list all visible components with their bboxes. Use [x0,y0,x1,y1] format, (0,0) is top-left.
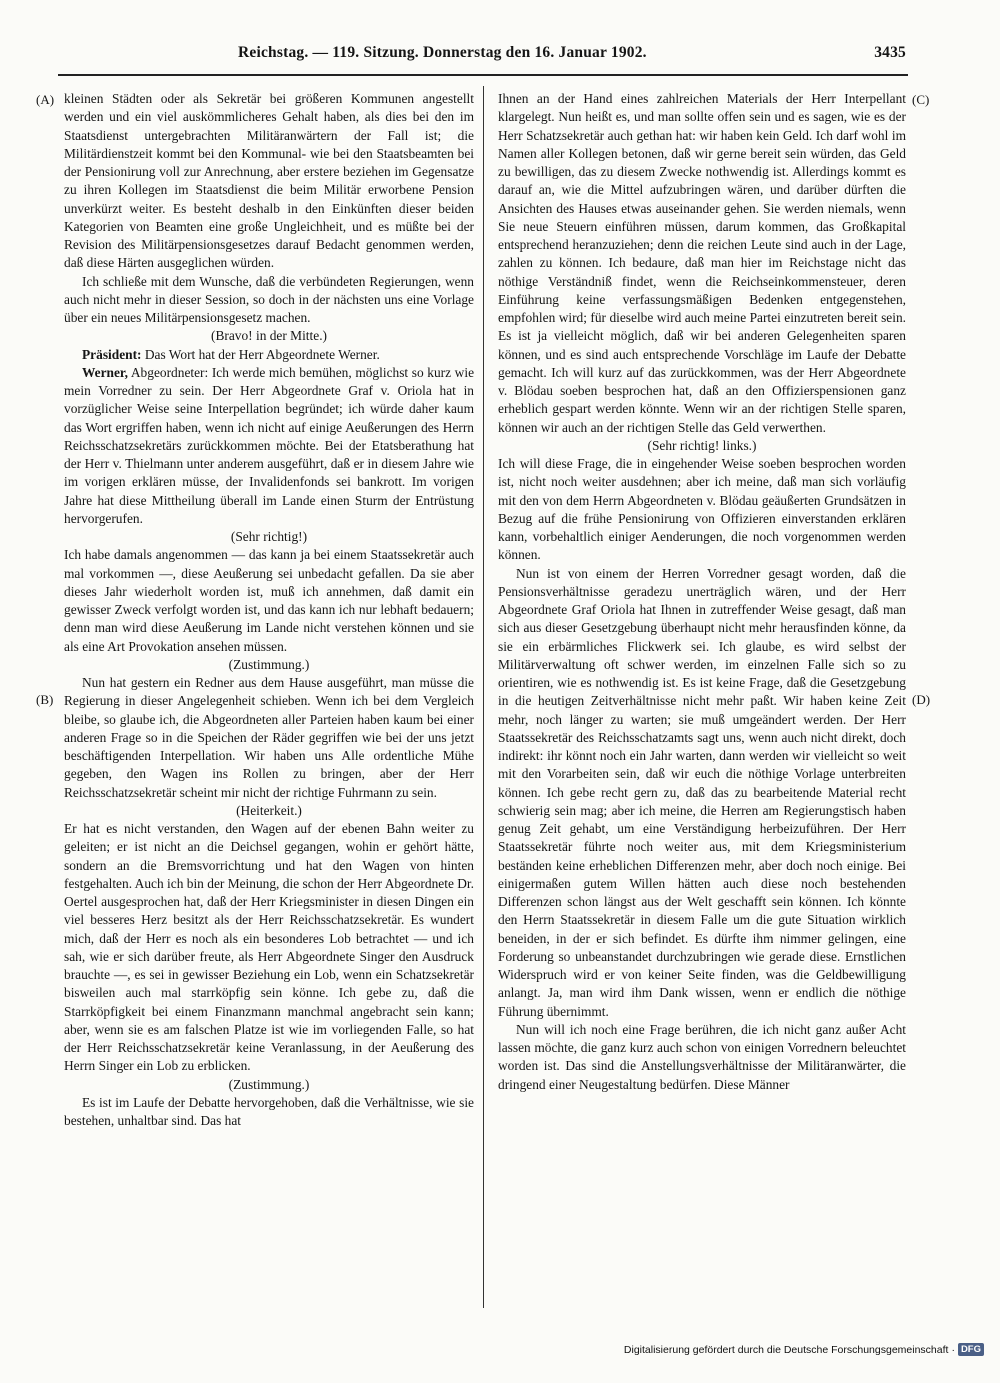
running-title: Reichstag. — 119. Sitzung. Donnerstag den 16. Januar 1902. [238,44,647,61]
paragraph-text: Ihnen an der Hand eines zahlreichen Materials der Herr Interpellant klargelegt. Nun heißt es, und man sollte offen sein und es sagen, wie es der Herr Schatzsekretär auch gethan hat: wir haben kein Geld. Ich darf wohl im Namen aller Kollegen betonen, daß wir gerne bereit sein würden, das Geld zu bewilligen, das zu diesem Zwecke nothwendig ist. Allerdings kommt es darauf an, wie die Mittel aufzubringen wären, und darüber dürften die Ansichten des Hauses etwas auseinander gehen. Sie werden niemals, wenn Sie neue Steuern einführen müssen, darum kommen, das Großkapital entsprechend heranzuziehen; denn die reichen Leute sind auch in der Lage, zahlen zu können. Ich bedaure, daß man hier im Reichstage nicht das nöthige Verständniß findet, wenn die Reichseinkommensteuer, deren Einführung keine verfassungsmäßigen Bedenken entgegenstehen, empfohlen wird; für dieselbe wird auch meine Partei einzutreten bereit sein. Es ist ja vielleicht möglich, daß wir bei anderen Gelegenheiten sparen können, und es sind auch entsprechende Vorschläge im Laufe der Debatte gemacht. Ich will kurz auf das zurückkommen, was der Herr Abgeordnete v. Blödau soeben besprochen hat, daß an den Offizierspensionen ganz erheblich gespart werden könnte. Wenn wir an der richtigen Stelle sparen, können wir auch an der richtigen Stelle das Geld verwerthen. [498,91,906,435]
paragraph-text: Ich will diese Frage, die in eingehender Weise soeben besprochen worden ist, nicht noch weiter ausdehnen; aber ich meine, daß man sich vorläufig mit den von dem Herrn Abgeordneten v. Blödau geäußerten Grundsätzen in Bezug auf die frühe Pensionirung von Offizieren einverstanden erklären kann, vorbehaltlich einiger Aenderungen, die noch vorgenommen werden können. [498,456,906,563]
margin-marker-c: (C) [912,92,930,107]
paragraph [64,546,474,656]
paragraph [64,346,474,364]
paragraph-text: (Bravo! in der Mitte.) [210,328,328,344]
paragraph [498,565,906,1021]
paragraph [64,1094,474,1131]
speaker-name: Werner, [82,364,128,380]
paragraph-text: Abgeordneter: Ich werde mich bemühen, möglichst so kurz wie mein Vorredner zu sein. Der Herr Abgeordnete Graf v. Oriola hat in vorzüglicher Weise seine Interpellation begründet; ich würde daher kaum das Wort ergriffen haben, wenn ich nicht auf einige Aeußerungen des Herrn Reichsschatzsekretärs zurückkommen möchte. Bei der Etatsberathung hat der Herr v. Thielmann unter anderem ausgeführt, daß er in diesem Jahre wie im vorigen erklären müsse, der Invalidenfonds sei bankrott. Im vorigen Jahre hat diese Mittheilung überall im Lande einen Sturm der Entrüstung hervorgerufen. [64,364,475,526]
interjection [64,802,474,820]
paragraph-text: (Zustimmung.) [228,1076,310,1092]
footer: Digitalisierung gefördert durch die Deutsche Forschungsgemeinschaft · DFG [624,1343,984,1356]
interjection [64,656,474,674]
page-header [238,44,906,62]
paragraph-text: Nun ist von einem der Herren Vorredner gesagt worden, daß die Pensionsverhältnisse geradezu unerträglich wären, und der Herr Abgeordnete Graf Oriola hat Ihnen in zutreffender Weise gesagt, daß man sich aus dieser Gesetzgebung überhaupt nicht mehr herausfinden könne, da sie ein erbärmliches Flickwerk sei. Ich glaube, es wird selbst der Militärverwaltung oft schwer werden, im einzelnen Falle sich so zu orientiren, wie es nothwendig ist. Es ist keine Frage, daß die Gesetzgebung in die heutigen Zeitverhältnisse nicht mehr paßt. Wir haben keine Zeit mehr, noch länger zu warten; sie muß umgeändert werden. Der Herr Staatssekretär des Reichsschatzamts sagt uns, wenn auch nicht direkt, doch indirekt: ihr könnt noch ein Jahr warten, dann werden wir vielleicht so weit mit den Vorarbeiten sein, daß wir euch die nöthige Vorlage unterbreiten können. Ich gebe recht gern zu, daß das zu bearbeitende Material recht schwierig sein mag; aber ich meine, die Herren am Regierungstisch haben genug Zeit gehabt, um eine Verständigung herbeizuführen. Der Herr Staatssekretär führte noch weiter aus, mit dem Kriegsministerium beständen keine erheblichen Differenzen mehr, aber doch noch einige. Bei einigermaßen gutem Willen hätten auch diese noch bestehenden Differenzen schon längst aus der Welt geschafft sein können. Ich könnte den Herrn Staatssekretär in diesem Falle um die gute Situation wirklich beneiden, in der er sich befindet. Es dürfte ihm nimmer gelingen, eine Forderung so unbeanstandet durchzubringen wie gerade diese. Ernstlichen Widerspruch wird er von keiner Seite finden, was die Geldbewilligung anlangt. Ja, man wird ihm Dank wissen, wenn er endlich die nöthige Führung übernimmt. [498,565,906,1019]
paragraph-text: Er hat es nicht verstanden, den Wagen auf der ebenen Bahn weiter zu geleiten; er ist nicht an die Deichsel gegangen, wohin er gehört hätte, sondern an die Bremsvorrichtung und hat den Wagen von hinten festgehalten. Auch ich bin der Meinung, die schon der Herr Abgeordnete Dr. Oertel ausgesprochen hat, daß der Herr Kriegsminister in diesen Dingen ein viel besseres Herz besitzt als der Herr Reichsschatzsekretär. Es wundert mich, daß der Herr es noch als ein besonderes Lob betrachtet — und ich sah, wie er sich darüber freute, als Herr Abgeordnete Singer den Ausdruck brauchte —, es sei in gewisser Beziehung ein Lob, wenn ein Schatzsekretär bisweilen auch mal starrköpfig sein könne. Ich gebe zu, daß die Starrköpfigkeit bei einem Finanzmann manchmal angebracht sein kann; aber, wenn sie es am falschen Platze ist wie im vorliegenden Falle, so hat der Herr Reichsschatzsekretär keine Veranlassung, in der Aeußerung des Herrn Singer ein Lob zu erblicken. [64,821,474,1074]
footer-credit: Digitalisierung gefördert durch die Deutsche Forschungsgemeinschaft [623,1343,949,1356]
page-number: 3435 [874,44,906,61]
paragraph [64,273,474,328]
paragraph-text: kleinen Städten oder als Sekretär bei größeren Kommunen angestellt werden und ein viel auskömmlicheres Gehalt haben, als dies bei den im Staatsdienst untergebrachten Militäranwärtern der Fall ist; die Militärdienstzeit kommt bei den Kommunal- wie bei den Staatsbeamten bei der Pensionirung voll zur Anrechnung, aber erstere beziehen im Gegensatze zu ihren Kollegen im Staatsdienst die beim Militär erworbene Pension unverkürzt weiter. Es besteht deshalb in den Einkünften dieser beiden Kategorien von Beamten eine große Ungleichheit, und es müßte bei der Revision des Militärpensionsgesetzes darauf Bedacht genommen werden, daß diese Härten ausgeglichen würden. [64,91,474,271]
dfg-logo: DFG [958,1343,984,1356]
paragraph [498,90,906,437]
interjection [498,437,906,455]
column-divider [483,86,484,1308]
margin-marker-d: (D) [912,692,931,707]
paragraph [64,90,474,273]
paragraph-text: (Zustimmung.) [228,656,310,672]
paragraph [64,674,474,802]
paragraph-text: Nun will ich noch eine Frage berühren, die ich nicht ganz außer Acht lassen möchte, die ganz kurz auch schon von einigen Vorrednern beleuchtet worden ist. Das sind die Anstellungsverhältnisse der Militäranwärter, die dringend einer Neugestaltung bedürfen. Diese Männer [498,1021,906,1092]
margin-marker-b: (B) [36,692,54,707]
margin-marker-a: (A) [36,92,55,107]
paragraph-text: Es ist im Laufe der Debatte hervorgehoben, daß die Verhältnisse, wie sie bestehen, unhaltbar sind. Das hat [64,1094,474,1128]
interjection [64,327,474,345]
interjection [64,1076,474,1094]
paragraph-text: Ich habe damals angenommen — das kann ja bei einem Staatssekretär auch mal vorkommen —, diese Aeußerung sei unbedacht gefallen. Da sie aber dieses Jahr wiederholt worden ist, muß ich annehmen, daß damit ein gewisser Zweck verfolgt worden ist, und das kann ich nur lebhaft bedauern; denn man wird diese Aeußerung im Lande nicht verstehen können und sie als eine Art Provokation ansehen müssen. [64,547,474,654]
paragraph-text: (Heiterkeit.) [236,802,302,818]
header-rule [58,74,908,76]
paragraph [64,364,474,528]
right-column [498,90,906,1094]
paragraph [64,820,474,1076]
paragraph-text: Ich schließe mit dem Wunsche, daß die verbündeten Regierungen, wenn auch nicht mehr in dieser Session, so doch in der nächsten uns eine Vorlage über ein neues Militärpensionsgesetz machen. [64,273,474,325]
paragraph-text: (Sehr richtig!) [230,529,308,544]
left-column [64,90,474,1130]
paragraph-text: Nun hat gestern ein Redner aus dem Hause ausgeführt, man müsse die Regierung in dieser Angelegenheit schieben. Wenn ich bei dem Vergleich bleibe, so glaube ich, die Abgeordneten aller Parteien haben kaum bei einer anderen Frage so in die Speichen der Räder gegriffen wie bei der uns jetzt beschäftigenden Interpellation. Wir haben uns Alle ordentliche Mühe gegeben, den Wagen ins Rollen zu bringen, aber der Herr Reichsschatzsekretär scheint mir nicht der richtige Fuhrmann zu sein. [64,675,474,800]
speaker-name: Präsident: [82,346,142,362]
paragraph [498,455,906,565]
paragraph [498,1021,906,1094]
paragraph-text: Das Wort hat der Herr Abgeordnete Werner. [144,346,380,362]
interjection [64,528,474,546]
paragraph-text: (Sehr richtig! links.) [647,437,757,453]
